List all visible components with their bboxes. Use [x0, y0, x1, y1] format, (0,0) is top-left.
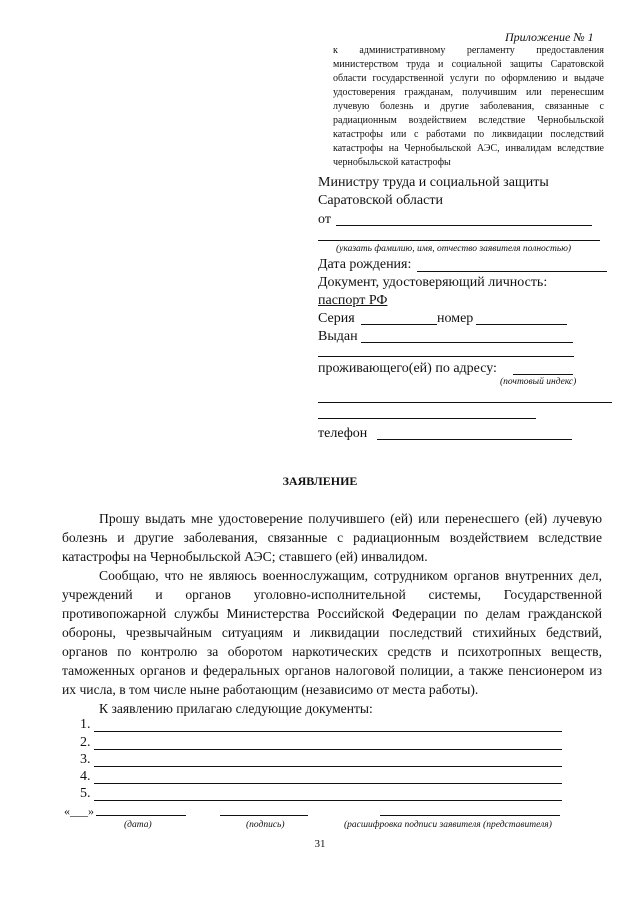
number-line[interactable] — [476, 324, 567, 325]
doc-item-5-number: 5. — [80, 786, 91, 801]
from-name-line[interactable] — [336, 225, 592, 226]
statement-body — [62, 509, 602, 718]
doc-item-3-number: 3. — [80, 752, 91, 767]
attachments-intro: К заявлению прилагаю следующие документы: — [99, 701, 373, 716]
doc-item-1-number: 1. — [80, 717, 91, 732]
page-number: 31 — [314, 838, 326, 850]
doc-item-2-line[interactable] — [94, 749, 562, 750]
phone-line[interactable] — [377, 439, 572, 440]
signature-hint: (подпись) — [246, 820, 285, 830]
decode-hint: (расшифровка подписи заявителя (представителя) — [344, 820, 552, 830]
signature-line[interactable] — [220, 815, 308, 816]
date-line[interactable] — [96, 815, 186, 816]
appendix-text: к административному регламенту предоставления министерством труда и социальной защиты Саратовской области государственной услуги по оформлению и выдаче удостоверения гражданам, получившим или перенесшим лучевую болезнь и другие заболевания, связанные с радиационным воздействием вследствие Чернобыльской катастрофы или с работами по ликвидации последствий катастрофы на Чернобыльской АЭС, инвалидам вследствие чернобыльской катастрофы — [333, 45, 604, 168]
from-name-line-2[interactable] — [318, 240, 600, 241]
id-doc-label: Документ, удостоверяющий личность: — [318, 275, 548, 290]
address-line-2[interactable] — [318, 418, 536, 419]
issued-line[interactable] — [361, 342, 573, 343]
doc-item-5-line[interactable] — [94, 800, 562, 801]
series-line[interactable] — [361, 324, 437, 325]
doc-item-2-number: 2. — [80, 735, 91, 750]
from-label: от — [318, 212, 331, 227]
date-quote: «___» — [64, 804, 94, 818]
doc-item-4-number: 4. — [80, 769, 91, 784]
issued-label: Выдан — [318, 329, 358, 344]
residence-label: проживающего(ей) по адресу: — [318, 361, 497, 376]
address-line-1[interactable] — [318, 402, 612, 403]
phone-label: телефон — [318, 426, 368, 441]
doc-item-4-line[interactable] — [94, 783, 562, 784]
id-doc-value: паспорт РФ — [318, 293, 388, 308]
doc-item-1-line[interactable] — [94, 731, 562, 732]
issued-line-2[interactable] — [318, 356, 574, 357]
signature-decode-line[interactable] — [380, 815, 560, 816]
addressee-line2: Саратовской области — [318, 193, 443, 208]
number-label: номер — [437, 311, 474, 326]
postal-hint: (почтовый индекс) — [500, 377, 577, 387]
date-hint: (дата) — [124, 820, 152, 830]
statement-para-2: Сообщаю, что не являюсь военнослужащим, сотрудником органов внутренних дел, учреждений и органов уголовно-исполнительной системы, Государственной противопожарной службы Министерства Российской Федерации по делам гражданской обороны, чрезвычайным ситуациям и ликвидации последствий стихийных бедствий, органов по контролю за оборотом наркотических средств и психотропных веществ, таможенных органов и федеральных органов налоговой полиции, а также пенсионером из их числа, в том числе ныне работающим (независимо от места работы). — [62, 568, 602, 697]
statement-title: ЗАЯВЛЕНИЕ — [282, 474, 358, 488]
appendix-title: Приложение № 1 — [505, 30, 594, 44]
series-label: Серия — [318, 311, 355, 326]
doc-item-3-line[interactable] — [94, 766, 562, 767]
postal-code-line[interactable] — [513, 374, 573, 375]
addressee-line1: Министру труда и социальной защиты — [318, 175, 549, 190]
birth-label: Дата рождения: — [318, 257, 412, 272]
birth-date-line[interactable] — [417, 271, 607, 272]
statement-para-1: Прошу выдать мне удостоверение получившего (ей) или перенесшего (ей) лучевую болезнь и другие заболевания, связанные с радиационным воздействием вследствие катастрофы на Чернобыльской АЭС; ставшего (ей) инвалидом. — [62, 511, 602, 564]
name-hint: (указать фамилию, имя, отчество заявителя полностью) — [336, 244, 572, 254]
